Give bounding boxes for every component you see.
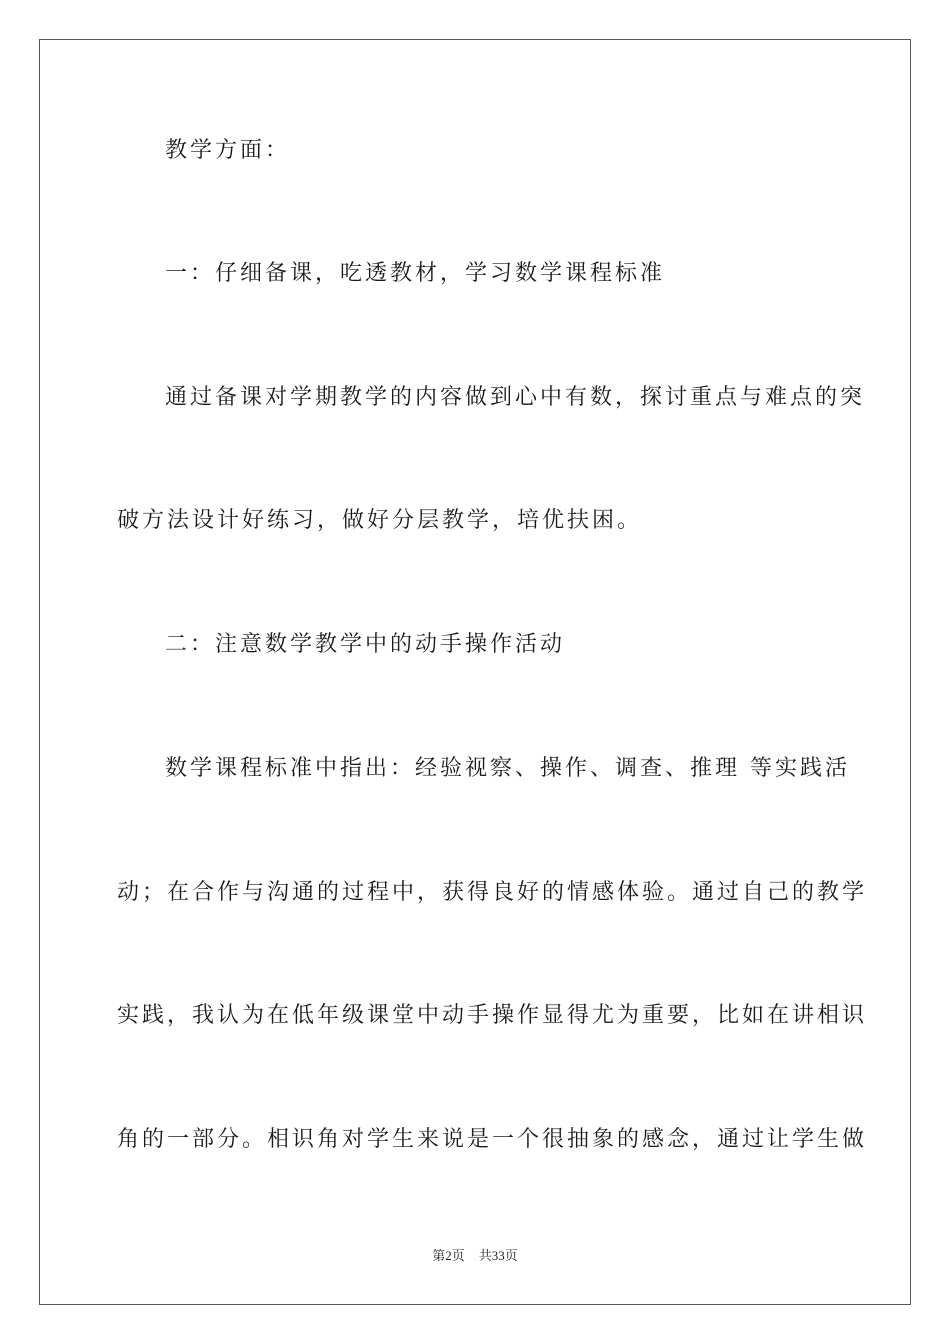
- subheading-one: 一：仔细备课，吃透教材，学习数学课程标准: [165, 261, 666, 286]
- paragraph-line: 动；在合作与沟通的过程中，获得良好的情感体验。通过自己的教学: [117, 880, 868, 905]
- total-pages: 共33页: [478, 1248, 518, 1263]
- paragraph-line: 实践，我认为在低年级课堂中动手操作显得尤为重要，比如在讲相识: [117, 1003, 868, 1028]
- paragraph-line: 通过备课对学期教学的内容做到心中有数，探讨重点与难点的突: [165, 385, 866, 410]
- section-heading-teaching: 教学方面：: [165, 138, 291, 163]
- paragraph-line: 角的一部分。相识角对学生来说是一个很抽象的感念，通过让学生做: [117, 1127, 868, 1152]
- page-border: [39, 39, 911, 1305]
- paragraph-line: 破方法设计好练习，做好分层教学，培优扶困。: [117, 508, 643, 533]
- subheading-two: 二：注意数学教学中的动手操作活动: [165, 632, 566, 657]
- page-footer: [0, 1248, 950, 1264]
- page-number: 第2页: [432, 1248, 465, 1263]
- paragraph-line: 数学课程标准中指出：经验视察、操作、调查、推理 等实践活: [165, 756, 850, 781]
